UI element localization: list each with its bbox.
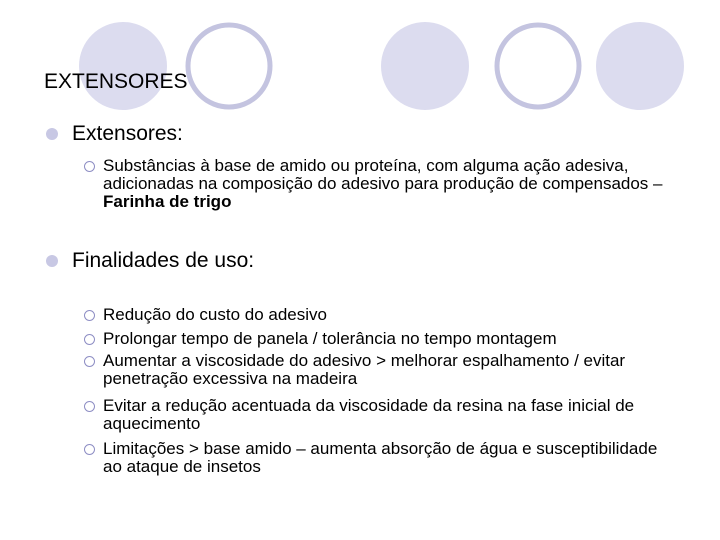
- bullet-extensores: [46, 120, 183, 148]
- list-item-text: Evitar a redução acentuada da viscosidade da resina na fase inicial de aquecimento: [103, 396, 635, 433]
- decor-circle-filled: [596, 22, 684, 110]
- list-item-body: Substâncias à base de amido ou proteína, com alguma ação adesiva, adicionadas na composição do adesivo para produção de compensados –: [103, 156, 663, 193]
- list-item-text: Prolongar tempo de panela / tolerância no tempo montagem: [103, 329, 557, 348]
- slide-title: EXTENSORES: [44, 70, 188, 93]
- decor-circle-filled: [381, 22, 469, 110]
- list-item-text: [103, 157, 663, 211]
- decor-circle-ring: [188, 25, 270, 107]
- section-heading: Finalidades de uso:: [72, 249, 255, 272]
- bullet-ring-icon: [84, 356, 95, 367]
- bullet-ring-icon: [84, 334, 95, 345]
- bullet-dot-icon: [46, 128, 58, 140]
- decorative-circles: [0, 0, 720, 120]
- list-item-text: Redução do custo do adesivo: [103, 305, 327, 324]
- list-item: [84, 352, 663, 388]
- list-item: [84, 306, 663, 324]
- list-item-text: Limitações > base amido – aumenta absorção de água e susceptibilidade ao ataque de insetos: [103, 439, 658, 476]
- list-item: [84, 157, 663, 211]
- bullet-finalidades: [46, 247, 254, 275]
- bullet-dot-icon: [46, 255, 58, 267]
- decor-circle-ring: [497, 25, 579, 107]
- list-item: [84, 440, 663, 476]
- list-item-emphasis: Farinha de trigo: [103, 192, 232, 211]
- list-item: [84, 397, 663, 433]
- list-item-text: Aumentar a viscosidade do adesivo > melhorar espalhamento / evitar penetração excessiva na madeira: [103, 351, 626, 388]
- list-item: [84, 330, 663, 348]
- bullet-ring-icon: [84, 401, 95, 412]
- decor-circle-filled: [79, 22, 167, 110]
- bullet-ring-icon: [84, 444, 95, 455]
- section-heading: Extensores:: [72, 122, 183, 145]
- bullet-ring-icon: [84, 310, 95, 321]
- bullet-ring-icon: [84, 161, 95, 172]
